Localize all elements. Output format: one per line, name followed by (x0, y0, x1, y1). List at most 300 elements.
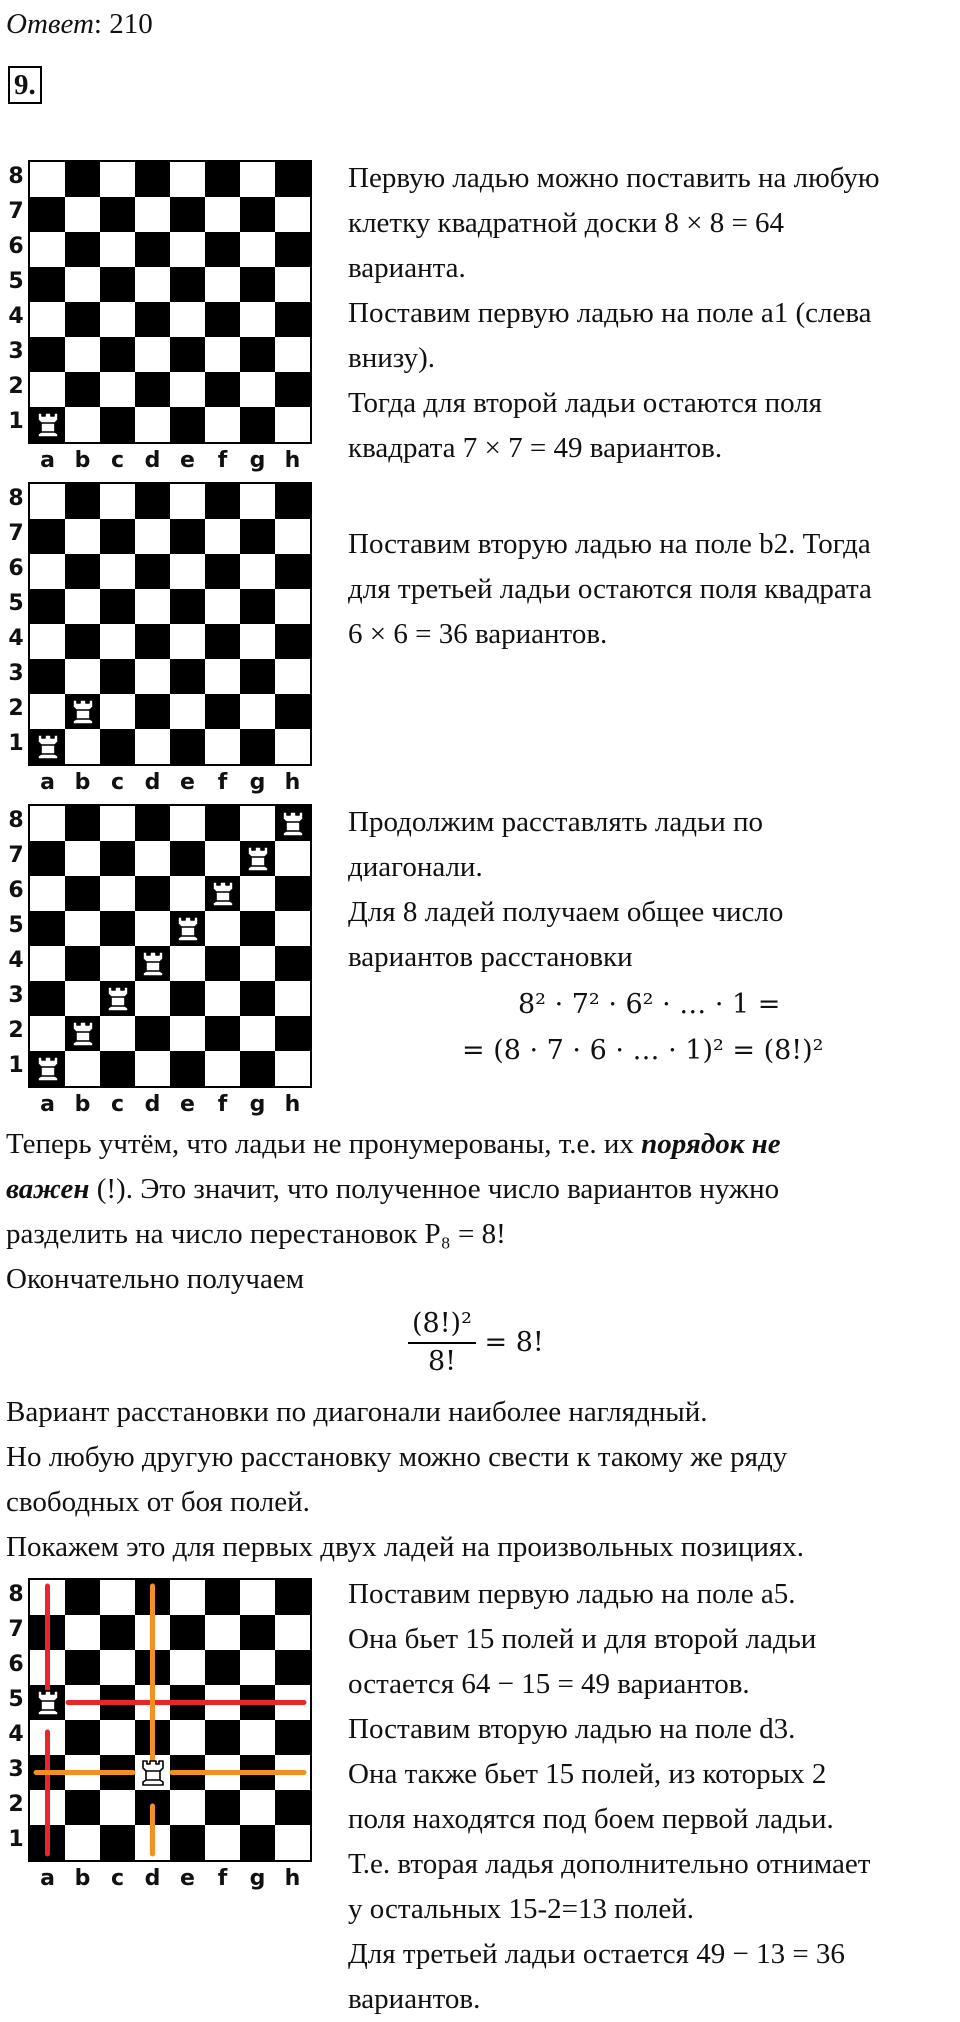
white-rook-icon (65, 694, 100, 729)
text-line: поля находятся под боем первой ладьи. (348, 1803, 834, 1835)
board-square (65, 589, 100, 624)
board-square (135, 1016, 170, 1051)
board-square (205, 302, 240, 337)
board-square (275, 981, 310, 1016)
chessboard-4 (6, 1576, 316, 1896)
board-square (240, 337, 275, 372)
board-square (170, 197, 205, 232)
board-square (100, 1016, 135, 1051)
white-rook-icon (240, 841, 275, 876)
rank-label: 6 (8, 878, 24, 903)
rank-label: 1 (8, 1827, 24, 1852)
board-square (170, 232, 205, 267)
file-label: b (74, 770, 91, 795)
board-square (170, 1051, 205, 1086)
white-rook-icon (30, 1051, 65, 1086)
white-rook-icon (65, 1016, 100, 1051)
file-label: a (40, 1092, 55, 1117)
board-square (240, 729, 275, 764)
board-square (65, 806, 100, 841)
rank-label: 1 (8, 731, 24, 756)
board-square (170, 407, 205, 442)
board-square (205, 911, 240, 946)
board-square (30, 981, 65, 1016)
board-grid (28, 804, 312, 1088)
rank-label: 7 (8, 1617, 24, 1642)
rank-label: 5 (8, 913, 24, 938)
file-label: f (217, 1092, 228, 1117)
board-square (30, 694, 65, 729)
text-line: важен (!). Это значит, что полученное число вариантов нужно (6, 1173, 780, 1205)
board-square (275, 841, 310, 876)
file-label: d (144, 448, 161, 473)
board-square (170, 484, 205, 519)
rank-label: 6 (8, 556, 24, 581)
file-label: a (40, 1866, 55, 1891)
board-square (100, 729, 135, 764)
file-label: e (180, 1092, 195, 1117)
board-square (170, 694, 205, 729)
board-square (275, 162, 310, 197)
board-square (30, 197, 65, 232)
board-square (205, 372, 240, 407)
board-square (205, 519, 240, 554)
file-label: d (144, 1866, 161, 1891)
white-rook-icon (30, 1685, 65, 1720)
file-label: g (249, 448, 266, 473)
board-square (135, 1051, 170, 1086)
file-label: b (74, 1866, 91, 1891)
board-square (100, 267, 135, 302)
board-square (240, 589, 275, 624)
text-line: внизу). (348, 342, 435, 374)
board-square (205, 484, 240, 519)
rank-label: 4 (8, 626, 24, 651)
board-square (30, 554, 65, 589)
file-label: d (144, 1092, 161, 1117)
answer-line (6, 8, 153, 41)
board-square (65, 624, 100, 659)
board-square (65, 729, 100, 764)
text-line: диагонали. (348, 851, 483, 883)
board-square (275, 589, 310, 624)
board-square (205, 407, 240, 442)
board-square (240, 372, 275, 407)
formula-line-2: = (8 · 7 · 6 · … · 1)² = (8!)² (462, 1035, 824, 1066)
file-label: c (110, 1092, 125, 1117)
board-square (100, 554, 135, 589)
text-line: вариантов расстановки (348, 941, 633, 973)
answer-value: : 210 (93, 8, 153, 40)
file-label: e (180, 770, 195, 795)
board-square (275, 554, 310, 589)
board-square (100, 589, 135, 624)
file-label: a (40, 770, 55, 795)
file-label: f (217, 1866, 228, 1891)
board-square (135, 841, 170, 876)
board-square (65, 519, 100, 554)
board-square (100, 372, 135, 407)
white-rook-icon (30, 407, 65, 442)
board-square (65, 337, 100, 372)
board-square (275, 267, 310, 302)
board-square (135, 624, 170, 659)
board-square (170, 589, 205, 624)
text-line: у остальных 15-2=13 полей. (348, 1893, 694, 1925)
board-square (240, 911, 275, 946)
rank-label: 3 (8, 983, 24, 1008)
board-square (135, 232, 170, 267)
board-square (100, 841, 135, 876)
board-square (100, 337, 135, 372)
rank-label: 1 (8, 1053, 24, 1078)
board-square (240, 806, 275, 841)
white-rook-icon (170, 911, 205, 946)
rank-label: 7 (8, 199, 24, 224)
board-square (275, 1016, 310, 1051)
board-square (30, 946, 65, 981)
board-square (65, 659, 100, 694)
board-square (100, 911, 135, 946)
board-square (30, 659, 65, 694)
board-square (100, 694, 135, 729)
text-line: для третьей ладьи остаются поля квадрата (348, 573, 872, 605)
white-rook-icon (275, 806, 310, 841)
board-square (135, 372, 170, 407)
text-line: Тогда для второй ладьи остаются поля (348, 387, 823, 419)
board-square (275, 911, 310, 946)
board-square (170, 841, 205, 876)
text-line: Поставим первую ладью на поле a5. (348, 1578, 796, 1610)
text-line: Поставим вторую ладью на поле b2. Тогда (348, 528, 871, 560)
board-square (240, 659, 275, 694)
board-square (205, 162, 240, 197)
file-label: d (144, 770, 161, 795)
board-square (170, 302, 205, 337)
board-square (240, 162, 275, 197)
rank-label: 1 (8, 409, 24, 434)
board-square (275, 484, 310, 519)
board-square (135, 407, 170, 442)
text-line: Она также бьет 15 полей, из которых 2 (348, 1758, 827, 1790)
board-square (100, 1051, 135, 1086)
rank-label: 8 (8, 1582, 24, 1607)
fraction-numerator: (8!)² (408, 1306, 476, 1344)
emphasis: важен (6, 1173, 90, 1205)
board-square (205, 197, 240, 232)
file-label: h (284, 1866, 301, 1891)
file-label: c (110, 770, 125, 795)
board-square (65, 372, 100, 407)
answer-label: Ответ (6, 8, 94, 40)
file-label: g (249, 1092, 266, 1117)
board-square (275, 1051, 310, 1086)
board-square (275, 876, 310, 911)
file-label: h (284, 770, 301, 795)
board-square (170, 946, 205, 981)
board-square (240, 407, 275, 442)
board-square (135, 337, 170, 372)
rank-label: 8 (8, 808, 24, 833)
text-line: 6 × 6 = 36 вариантов. (348, 618, 608, 650)
board-square (135, 806, 170, 841)
rank-label: 7 (8, 521, 24, 546)
rank-label: 8 (8, 486, 24, 511)
board-square (30, 302, 65, 337)
board-square (100, 519, 135, 554)
file-label: g (249, 770, 266, 795)
attack-lines (30, 1580, 310, 1860)
board-square (65, 554, 100, 589)
board-square (240, 197, 275, 232)
file-label: f (217, 448, 228, 473)
board-square (135, 197, 170, 232)
text-line: Она бьет 15 полей и для второй ладьи (348, 1623, 817, 1655)
rank-label: 3 (8, 339, 24, 364)
board-square (135, 302, 170, 337)
board-square (65, 484, 100, 519)
file-label: c (110, 1866, 125, 1891)
board-square (100, 162, 135, 197)
rank-label: 6 (8, 234, 24, 259)
text-line: Первую ладью можно поставить на любую (348, 162, 880, 194)
board-square (100, 624, 135, 659)
board-square (30, 841, 65, 876)
board-square (100, 876, 135, 911)
white-rook-icon (135, 946, 170, 981)
board-square (240, 302, 275, 337)
text-line: Поставим первую ладью на поле a1 (слева (348, 297, 872, 329)
white-rook-icon (135, 1755, 170, 1790)
board-square (30, 624, 65, 659)
board-square (275, 372, 310, 407)
section4-text-2 (6, 1390, 804, 1570)
text-line: Окончательно получаем (6, 1263, 305, 1295)
white-rook-icon (205, 876, 240, 911)
rank-label: 4 (8, 1722, 24, 1747)
board-square (275, 624, 310, 659)
board-square (275, 302, 310, 337)
file-label: e (180, 1866, 195, 1891)
section5-text (348, 1572, 870, 2022)
formula-line-1: 8² · 7² · 6² · … · 1 = (518, 989, 781, 1020)
board-square (240, 981, 275, 1016)
board-square (275, 694, 310, 729)
board-square (170, 876, 205, 911)
board-square (30, 806, 65, 841)
board-square (65, 232, 100, 267)
board-square (30, 876, 65, 911)
board-square (135, 694, 170, 729)
text-line: Покажем это для первых двух ладей на произвольных позициях. (6, 1531, 804, 1563)
file-label: a (40, 448, 55, 473)
rank-label: 4 (8, 304, 24, 329)
board-square (240, 484, 275, 519)
text-line: Вариант расстановки по диагонали наиболее наглядный. (6, 1396, 708, 1428)
text-line: вариантов. (348, 1983, 481, 2015)
text-line: разделить на число перестановок P₈ = 8! (6, 1218, 506, 1250)
file-label: e (180, 448, 195, 473)
board-square (275, 946, 310, 981)
emphasis: порядок не (641, 1128, 781, 1160)
board-square (275, 519, 310, 554)
board-square (30, 1016, 65, 1051)
board-square (240, 554, 275, 589)
board-square (65, 267, 100, 302)
board-square (205, 729, 240, 764)
board-square (170, 624, 205, 659)
board-square (205, 1051, 240, 1086)
text-line: варианта. (348, 252, 466, 284)
problem-number: 9. (8, 66, 42, 104)
board-square (30, 372, 65, 407)
board-square (240, 1016, 275, 1051)
board-square (135, 911, 170, 946)
board-square (135, 981, 170, 1016)
board-square (30, 337, 65, 372)
section2-text (348, 522, 872, 657)
board-square (205, 806, 240, 841)
file-label: b (74, 448, 91, 473)
text-line: Но любую другую расстановку можно свести к такому же ряду (6, 1441, 788, 1473)
board-square (65, 162, 100, 197)
board-square (205, 232, 240, 267)
board-square (100, 946, 135, 981)
fraction-result: = 8! (484, 1327, 544, 1358)
board-grid (28, 1578, 312, 1862)
board-square (170, 267, 205, 302)
board-square (30, 519, 65, 554)
board-square (170, 659, 205, 694)
board-square (240, 624, 275, 659)
board-square (170, 162, 205, 197)
rank-label: 2 (8, 1018, 24, 1043)
board-square (100, 232, 135, 267)
rank-label: 2 (8, 696, 24, 721)
board-square (240, 946, 275, 981)
text-line: клетку квадратной доски 8 × 8 = 64 (348, 207, 785, 239)
board-square (30, 162, 65, 197)
board-square (65, 1051, 100, 1086)
board-square (100, 806, 135, 841)
board-square (100, 659, 135, 694)
text-line: Поставим вторую ладью на поле d3. (348, 1713, 796, 1745)
board-square (170, 806, 205, 841)
rank-label: 5 (8, 1687, 24, 1712)
file-label: g (249, 1866, 266, 1891)
white-rook-icon (100, 981, 135, 1016)
board-square (170, 1016, 205, 1051)
board-square (135, 876, 170, 911)
rank-label: 5 (8, 591, 24, 616)
text-line: Т.е. вторая ладья дополнительно отнимает (348, 1848, 871, 1880)
board-square (205, 624, 240, 659)
rank-label: 5 (8, 269, 24, 294)
board-square (65, 197, 100, 232)
board-square (65, 876, 100, 911)
board-square (205, 1016, 240, 1051)
board-square (65, 302, 100, 337)
board-square (275, 659, 310, 694)
rank-label: 8 (8, 164, 24, 189)
board-square (65, 407, 100, 442)
board-square (240, 267, 275, 302)
text-line: Для третьей ладьи остается 49 − 13 = 36 (348, 1938, 845, 1970)
chessboard-1 (6, 158, 316, 478)
fraction-formula (408, 1306, 544, 1380)
fraction (408, 1306, 476, 1380)
rank-label: 3 (8, 661, 24, 686)
text-line: Теперь учтём, что ладьи не пронумерованы, т.е. их порядок не (6, 1128, 781, 1160)
board-square (30, 267, 65, 302)
board-square (170, 554, 205, 589)
file-label: h (284, 448, 301, 473)
board-square (205, 981, 240, 1016)
board-square (205, 694, 240, 729)
board-square (135, 729, 170, 764)
board-square (205, 337, 240, 372)
board-square (170, 372, 205, 407)
board-square (135, 659, 170, 694)
board-square (205, 554, 240, 589)
board-square (205, 946, 240, 981)
board-square (275, 232, 310, 267)
rank-label: 4 (8, 948, 24, 973)
board-square (65, 946, 100, 981)
section3-text (348, 800, 783, 980)
board-square (240, 876, 275, 911)
section4-text (6, 1122, 781, 1302)
board-square (65, 981, 100, 1016)
rank-label: 3 (8, 1757, 24, 1782)
board-square (275, 407, 310, 442)
text-line: свободных от боя полей. (6, 1486, 310, 1518)
board-square (170, 519, 205, 554)
board-square (275, 197, 310, 232)
board-grid (28, 160, 312, 444)
board-square (30, 911, 65, 946)
board-square (30, 484, 65, 519)
file-label: f (217, 770, 228, 795)
rank-label: 6 (8, 1652, 24, 1677)
board-square (65, 911, 100, 946)
section1-text (348, 156, 880, 471)
board-square (135, 554, 170, 589)
board-square (240, 694, 275, 729)
board-square (30, 232, 65, 267)
rank-label: 2 (8, 374, 24, 399)
board-square (240, 232, 275, 267)
board-grid (28, 482, 312, 766)
chessboard-3 (6, 802, 316, 1122)
board-square (240, 519, 275, 554)
board-square (135, 267, 170, 302)
board-square (170, 729, 205, 764)
file-label: b (74, 1092, 91, 1117)
chessboard-2 (6, 480, 316, 800)
file-label: h (284, 1092, 301, 1117)
board-square (100, 197, 135, 232)
board-square (135, 162, 170, 197)
board-square (205, 659, 240, 694)
board-square (135, 589, 170, 624)
board-square (275, 337, 310, 372)
board-square (100, 302, 135, 337)
board-square (170, 981, 205, 1016)
board-square (275, 729, 310, 764)
board-square (135, 484, 170, 519)
text-line: квадрата 7 × 7 = 49 вариантов. (348, 432, 723, 464)
